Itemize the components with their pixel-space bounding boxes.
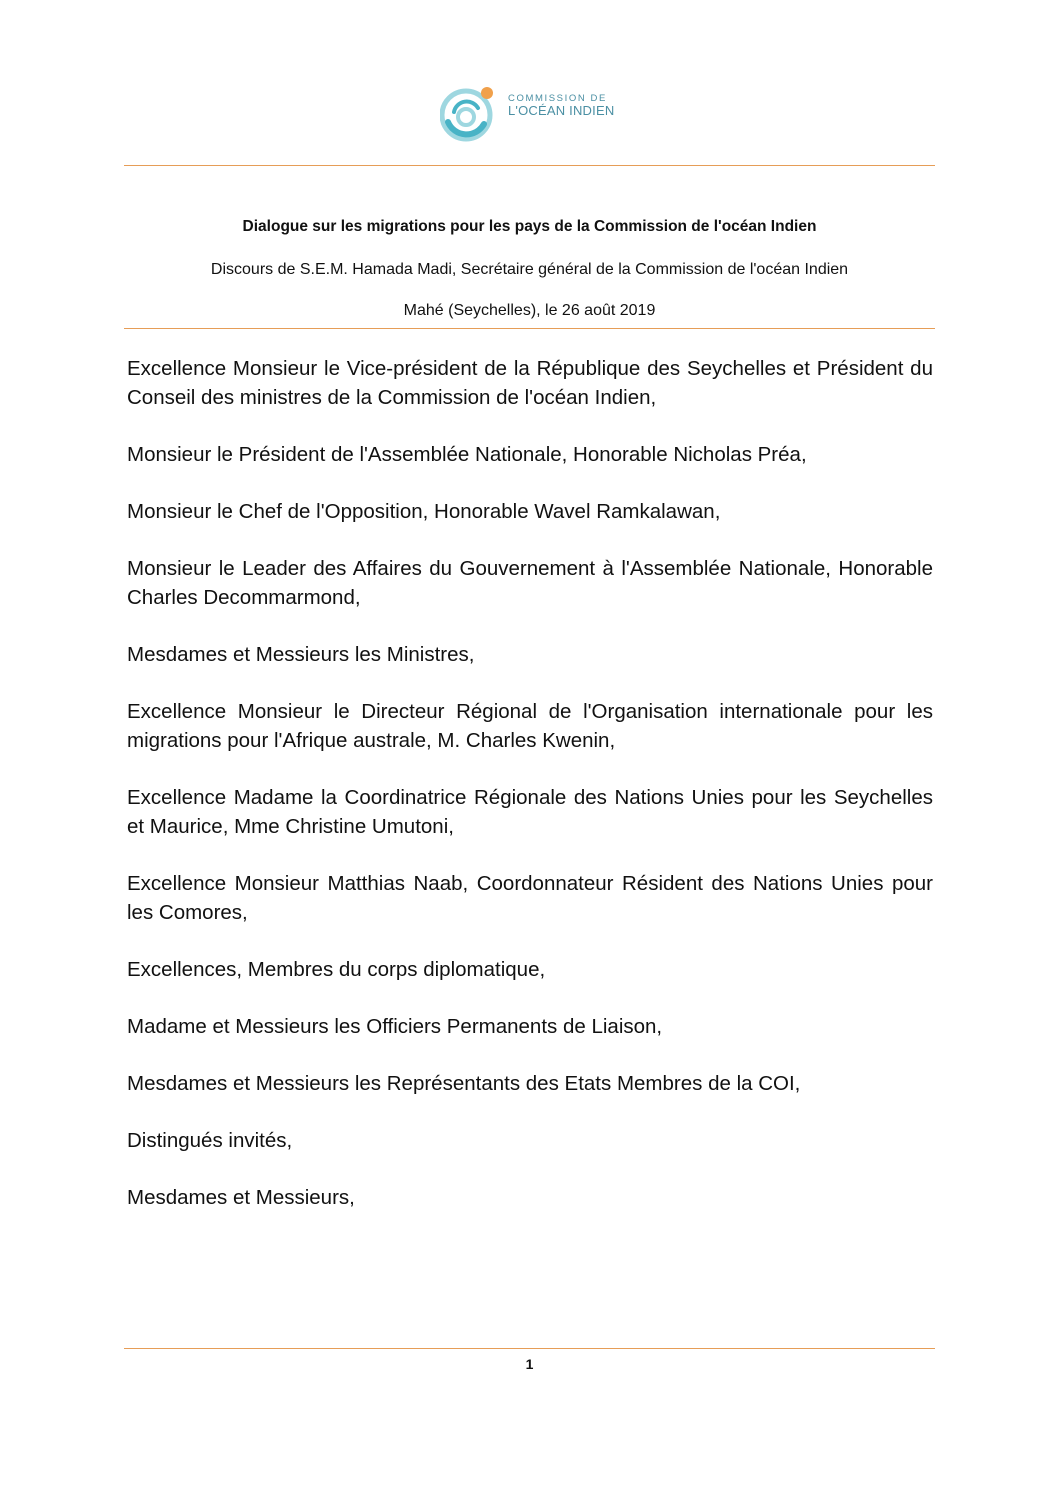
salutation-paragraph: Excellence Monsieur le Vice-président de la République des Seychelles et Président du Conseil des ministres de la Commission de l'océan Indien, (127, 357, 933, 409)
salutation-paragraph: Madame et Messieurs les Officiers Permanents de Liaison, (127, 1015, 663, 1038)
place-date-line: Mahé (Seychelles), le 26 août 2019 (403, 302, 656, 319)
page-number: 1 (525, 1356, 534, 1372)
salutation-paragraph: Mesdames et Messieurs les Représentants des Etats Membres de la COI, (127, 1072, 801, 1095)
salutation-paragraph: Monsieur le Chef de l'Opposition, Honorable Wavel Ramkalawan, (127, 500, 721, 523)
document-subtitle: Discours de S.E.M. Hamada Madi, Secrétaire général de la Commission de l'océan Indien (210, 261, 849, 278)
salutation-paragraph: Excellences, Membres du corps diplomatique, (127, 958, 546, 981)
salutation-paragraph: Distingués invités, (127, 1129, 293, 1152)
salutation-paragraph: Monsieur le Président de l'Assemblée Nationale, Honorable Nicholas Préa, (127, 443, 807, 466)
document-title: Dialogue sur les migrations pour les pays de la Commission de l'océan Indien (242, 218, 817, 235)
logo-line-2: L'OCÉAN INDIEN (508, 103, 615, 119)
coi-logo-mark (440, 82, 504, 144)
salutation-paragraph: Mesdames et Messieurs les Ministres, (127, 643, 475, 666)
salutation-paragraph: Excellence Monsieur Matthias Naab, Coordonnateur Résident des Nations Unies pour les Comores, (127, 872, 933, 924)
coi-logo (440, 82, 630, 144)
salutation-paragraph: Mesdames et Messieurs, (127, 1186, 355, 1209)
speech-salutations (127, 354, 933, 1240)
header-bottom-rule (124, 328, 935, 329)
header-top-rule (124, 165, 935, 166)
footer-rule (124, 1348, 935, 1349)
salutation-paragraph: Monsieur le Leader des Affaires du Gouvernement à l'Assemblée Nationale, Honorable Charles Decommarmond, (127, 557, 933, 609)
salutation-paragraph: Excellence Madame la Coordinatrice Régionale des Nations Unies pour les Seychelles et Maurice, Mme Christine Umutoni, (127, 786, 933, 838)
logo-line-1: COMMISSION DE (508, 93, 607, 104)
coi-logo-text (508, 94, 614, 119)
salutation-paragraph: Excellence Monsieur le Directeur Régional de l'Organisation internationale pour les migrations pour l'Afrique australe, M. Charles Kwenin, (127, 700, 933, 752)
